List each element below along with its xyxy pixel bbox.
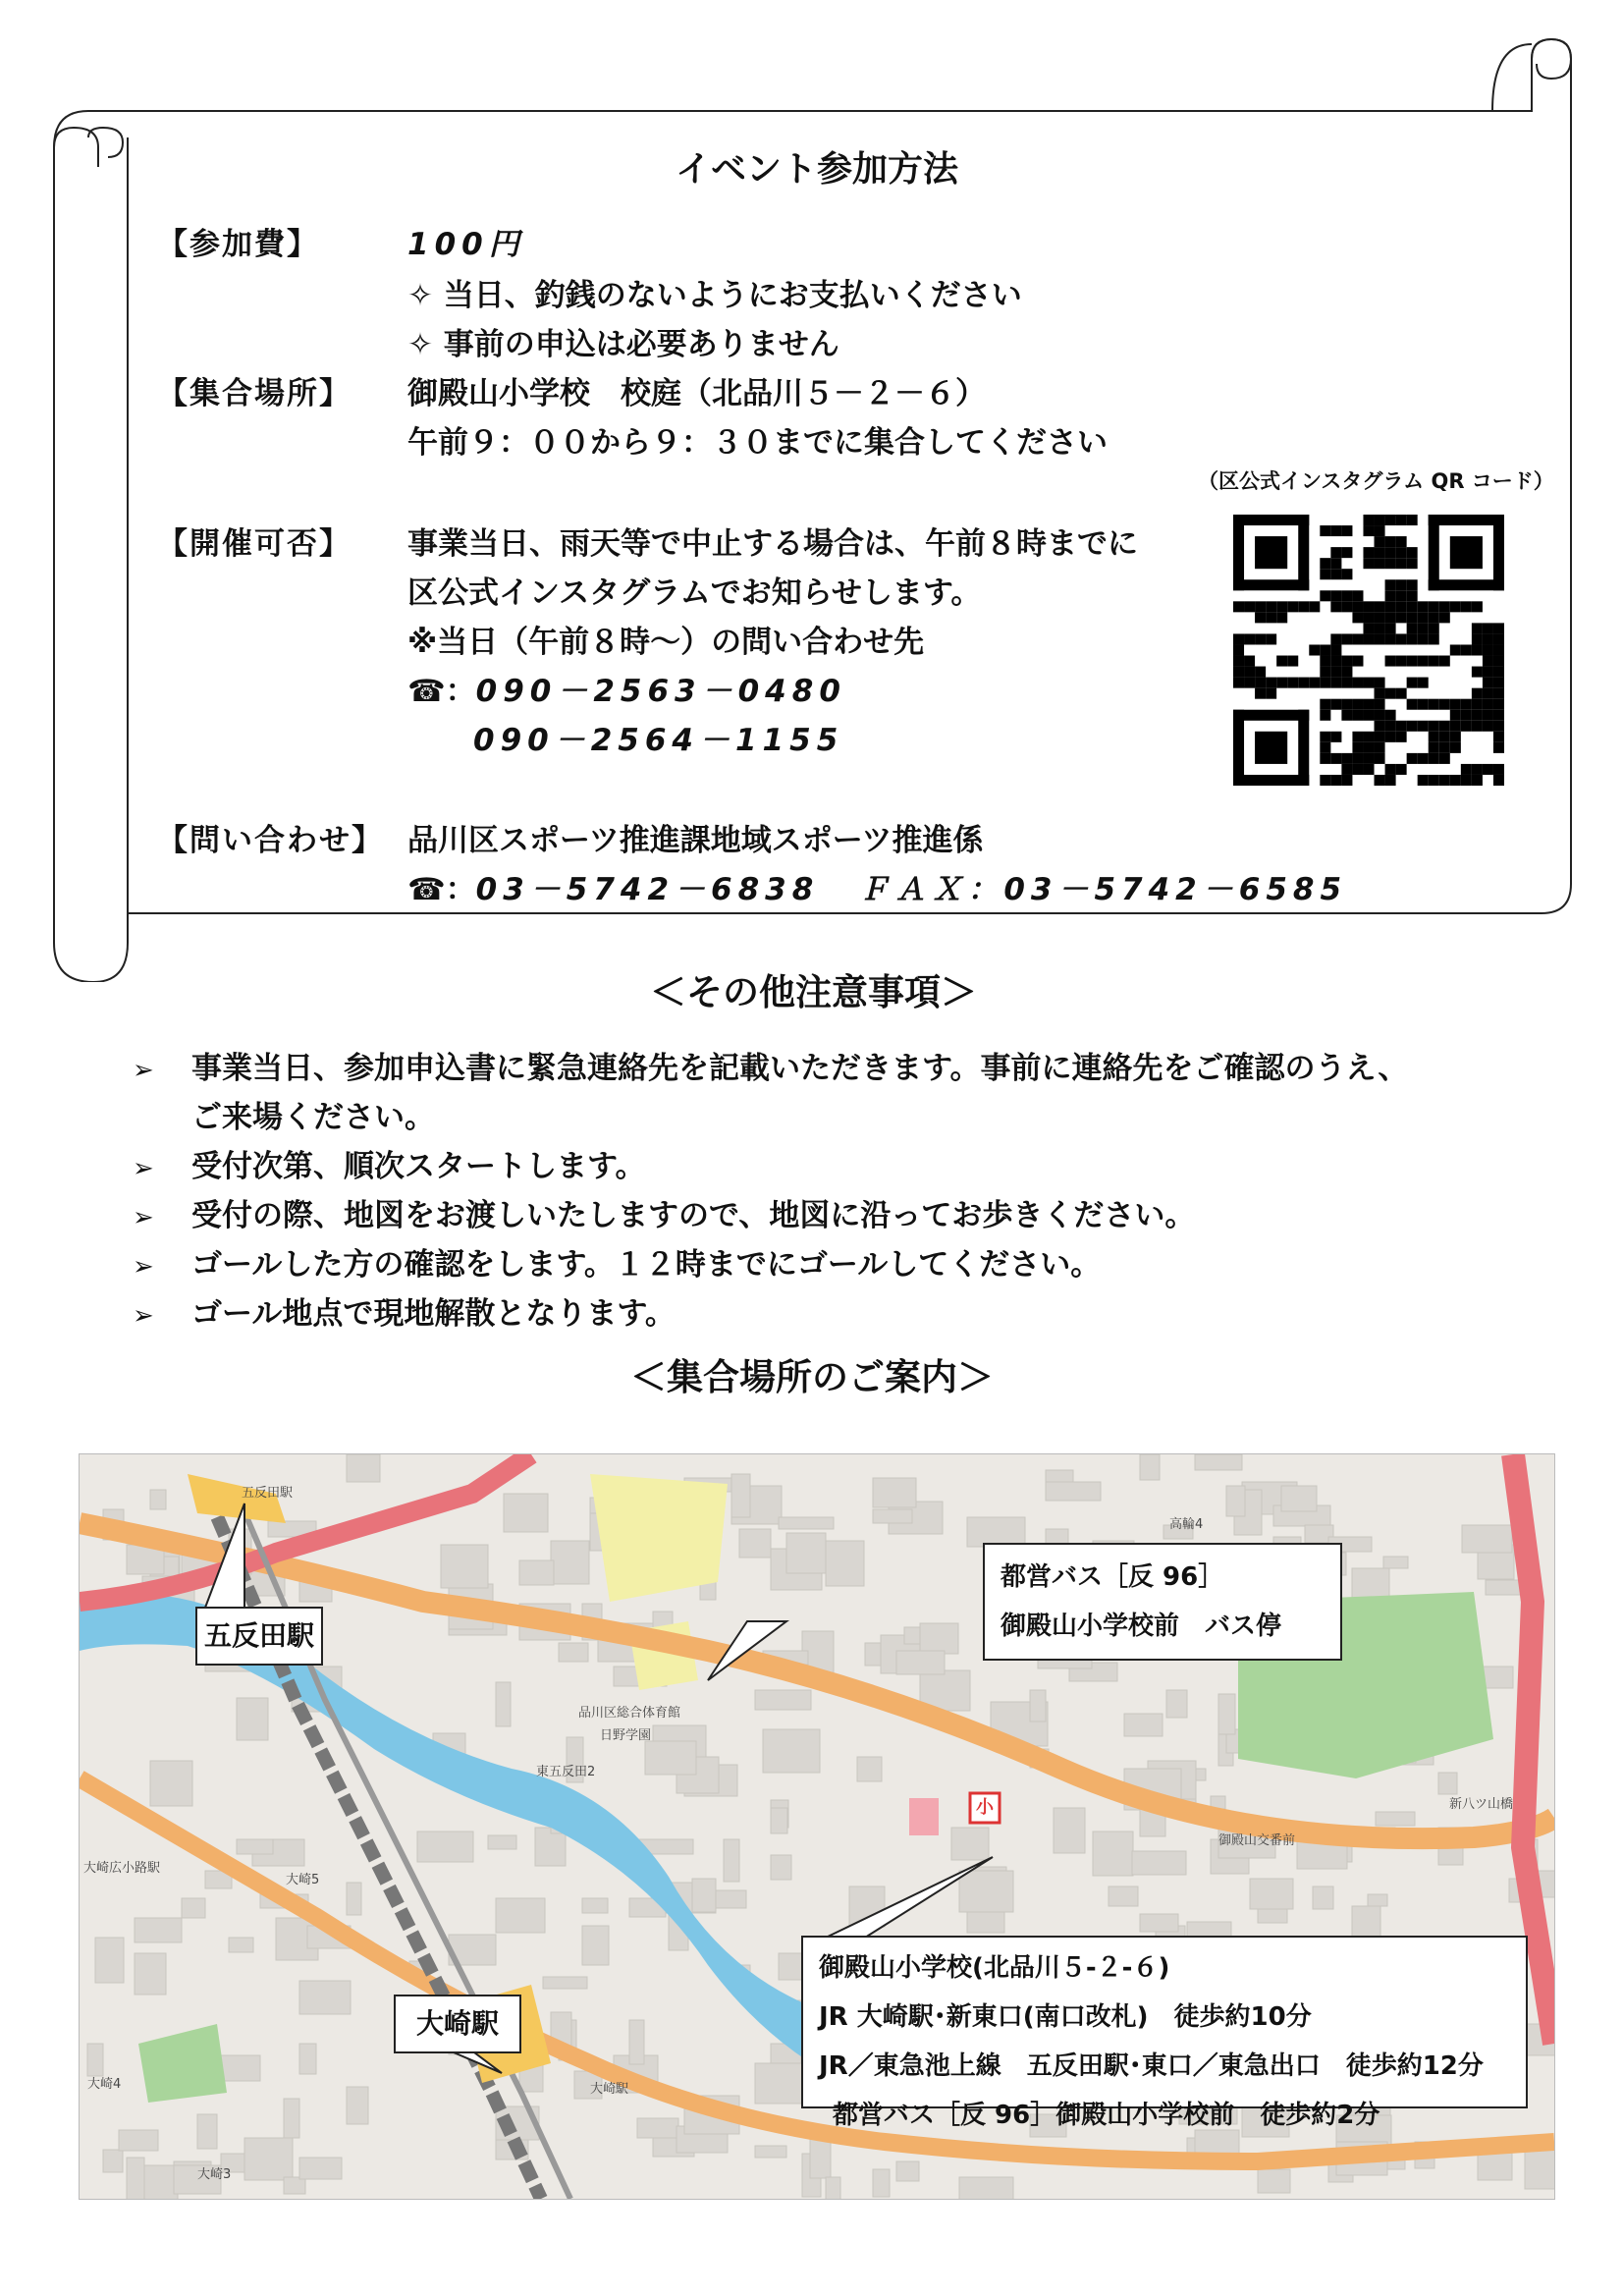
note-item-4: ➢ ゴールした方の確認をします。１２時までにゴールしてください。 bbox=[133, 1247, 1102, 1283]
note-item-3: ➢ 受付の際、地図をお渡しいたしますので、地図に沿ってお歩きください。 bbox=[133, 1198, 1196, 1233]
fee-note-1: ✧ 当日、釣銭のないようにお支払いください bbox=[407, 278, 1022, 313]
school-info-line-4: 都営バス［反 96］御殿山小学校前 徒歩約2分 bbox=[833, 2101, 1380, 2130]
phone-icon: ☎： bbox=[407, 674, 476, 709]
bus-stop-line-1: 都営バス［反 96］ bbox=[1001, 1562, 1224, 1592]
fee-note-2: ✧ 事前の申込は必要ありません bbox=[407, 327, 839, 362]
contact-fax: 03－5742－6585 bbox=[1003, 872, 1348, 907]
bullet-icon: ➢ bbox=[133, 1154, 154, 1183]
school-info-line-2: JR 大崎駅･新東口(南口改札) 徒歩約10分 bbox=[819, 2002, 1312, 2032]
map-label-hinogakuen: 日野学園 bbox=[600, 1728, 652, 1743]
map-label-gotanda: 五反田駅 bbox=[242, 1486, 294, 1501]
bullet-icon: ➢ bbox=[133, 1301, 154, 1331]
contact-label: 【問い合わせ】 bbox=[157, 823, 384, 858]
map-section-title: ＜集合場所のご案内＞ bbox=[630, 1356, 994, 1398]
fee-label: 【参加費】 bbox=[157, 227, 319, 262]
callout-bus-stop bbox=[983, 1543, 1342, 1661]
contact-dept: 品川区スポーツ推進課地域スポーツ推進係 bbox=[407, 823, 984, 858]
bullet-icon: ➢ bbox=[133, 1056, 154, 1085]
map-label-osakihirokoji: 大崎広小路駅 bbox=[83, 1861, 161, 1876]
callout-gotanda-station: 五反田駅 bbox=[195, 1607, 323, 1666]
school-marker-icon[interactable]: 小 bbox=[976, 1797, 994, 1818]
map-label-takanawa: 高輪4 bbox=[1169, 1517, 1204, 1532]
decision-phone-1-row bbox=[407, 666, 846, 710]
area-map[interactable] bbox=[79, 1453, 1555, 2200]
qr-code-image[interactable] bbox=[1233, 515, 1504, 786]
school-info-line-1: 御殿山小学校(北品川５-２-６) bbox=[819, 1953, 1170, 1983]
map-label-osaki5: 大崎5 bbox=[286, 1873, 320, 1887]
callout-osaki-station: 大崎駅 bbox=[394, 1995, 521, 2053]
bullet-icon: ➢ bbox=[133, 1252, 154, 1282]
note-item-1: ➢ 事業当日、参加申込書に緊急連絡先を記載いただきます。事前に連絡先をご確認のうえ、 bbox=[133, 1051, 1409, 1086]
decision-phone-2: 090－2564－1155 bbox=[473, 723, 844, 758]
map-label-higashigotanda: 東五反田2 bbox=[536, 1765, 596, 1779]
map-label-kobanmae: 御殿山交番前 bbox=[1218, 1833, 1296, 1848]
map-label-osaki4: 大崎4 bbox=[87, 2077, 122, 2092]
callout-school-info bbox=[801, 1936, 1528, 2130]
bullet-icon: ➢ bbox=[133, 1203, 154, 1232]
note-item-2: ➢ 受付次第、順次スタートします。 bbox=[133, 1149, 646, 1184]
note-item-5: ➢ ゴール地点で現地解散となります。 bbox=[133, 1296, 676, 1332]
decision-phone-1: 090－2563－0480 bbox=[475, 674, 846, 709]
bus-stop-line-2: 御殿山小学校前 バス停 bbox=[1001, 1612, 1282, 1641]
event-title: イベント参加方法 bbox=[676, 149, 959, 190]
school-info-line-3: JR／東急池上線 五反田駅･東口／東急出口 徒歩約12分 bbox=[819, 2051, 1484, 2081]
map-label-gymnasium: 品川区総合体育館 bbox=[578, 1706, 681, 1721]
map-label-osaki3: 大崎3 bbox=[197, 2167, 232, 2182]
decision-label: 【開催可否】 bbox=[157, 526, 352, 562]
decision-line-1: 事業当日、雨天等で中止する場合は、午前８時までに bbox=[407, 526, 1138, 562]
contact-phone: 03－5742－6838 bbox=[475, 872, 820, 907]
decision-line-3: ※当日（午前８時～）の問い合わせ先 bbox=[407, 625, 925, 660]
map-label-osaki-station: 大崎駅 bbox=[590, 2082, 629, 2097]
map-label-shinyatsuyama: 新八ツ山橋 bbox=[1449, 1797, 1514, 1812]
meeting-place: 御殿山小学校 校庭（北品川５－２－６） bbox=[407, 376, 986, 411]
contact-phone-row bbox=[407, 864, 1347, 908]
contact-fax-label: ＦＡＸ： bbox=[858, 872, 1004, 907]
meeting-label: 【集合場所】 bbox=[157, 376, 352, 411]
notes-section-title: ＜その他注意事項＞ bbox=[650, 971, 977, 1013]
decision-line-2: 区公式インスタグラムでお知らせします。 bbox=[407, 575, 982, 611]
fee-amount: 100円 bbox=[407, 227, 525, 262]
phone-icon: ☎： bbox=[407, 872, 476, 907]
note-item-1-cont: ご来場ください。 bbox=[191, 1100, 435, 1135]
meeting-time: 午前９：００から９：３０までに集合してください bbox=[407, 425, 1108, 461]
qr-caption: （区公式インスタグラム QR コード） bbox=[1198, 469, 1554, 493]
